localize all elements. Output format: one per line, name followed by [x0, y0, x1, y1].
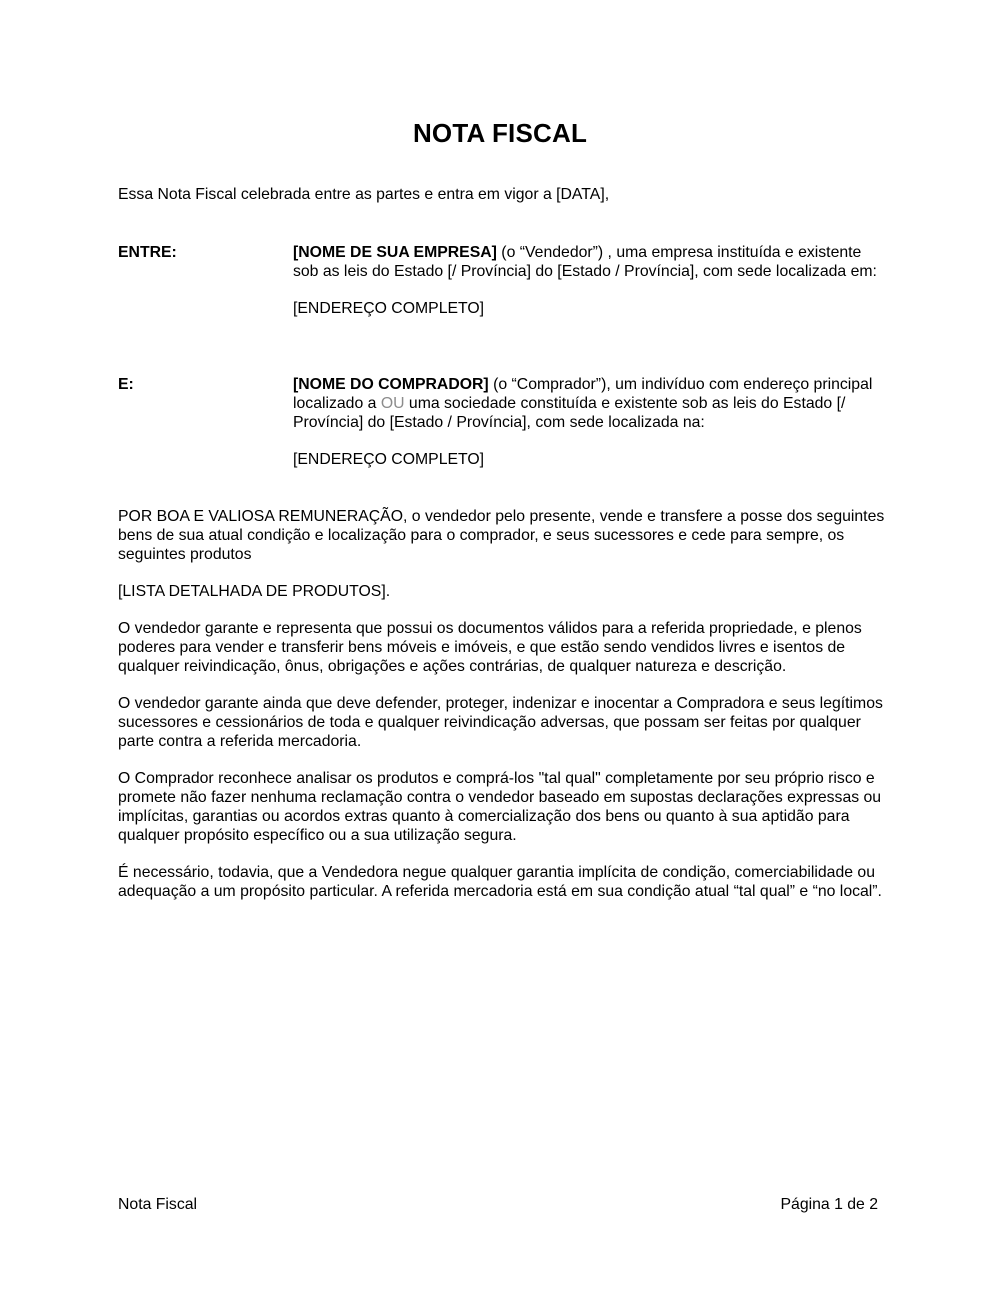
- seller-description: (o “Vendedor”) , uma empresa instituída e existente sob as leis do Estado [/ Província] do [Estado / Província], com sede localizada em:: [293, 244, 877, 280]
- buyer-or-word: OU: [380, 395, 405, 412]
- body-paragraph-product-list: [LISTA DETALHADA DE PRODUTOS].: [118, 583, 391, 600]
- body-paragraph-warranty: O vendedor garante e representa que possui os documentos válidos para a referida propriedade, e plenos poderes para vender e transferir bens móveis e imóveis, e que estão sendo vendidos livres e isentos de qualquer reivindicação, ônus, obrigações e ações contrárias, de qualquer natureza e descrição.: [118, 620, 862, 675]
- buyer-description-paragraph: [293, 375, 878, 432]
- document-title: NOTA FISCAL: [412, 118, 588, 148]
- intro-paragraph: Essa Nota Fiscal celebrada entre as partes e entra em vigor a [DATA],: [118, 186, 610, 203]
- body-paragraph-remuneration: POR BOA E VALIOSA REMUNERAÇÃO, o vendedor pelo presente, vende e transfere a posse dos seguintes bens de sua atual condição e localização para o comprador, e seus sucessores e cede para sempre, os seguintes produtos: [118, 508, 885, 563]
- buyer-block: [293, 375, 878, 469]
- seller-block: [293, 243, 878, 318]
- body-paragraph-as-is: O Comprador reconhece analisar os produtos e comprá-los "tal qual" completamente por seu próprio risco e promete não fazer nenhuma reclamação contra o vendedor baseado em supostas declarações expressas ou implícitas, garantias ou acordos extras quanto à comercialização dos bens ou quanto à sua aptidão para qualquer propósito específico ou a sua utilização segura.: [118, 770, 882, 844]
- buyer-address: [ENDEREÇO COMPLETO]: [293, 451, 485, 468]
- seller-label: ENTRE:: [118, 244, 177, 261]
- buyer-description-part2: uma sociedade constituída e existente sob as leis do Estado [/ Província] do [Estado / Província], com sede localizada na:: [293, 395, 846, 431]
- footer-page-number: Página 1 de 2: [780, 1196, 878, 1213]
- buyer-description-part1: (o “Comprador”), um indivíduo com endereço principal localizado a: [293, 376, 873, 412]
- buyer-name: [NOME DO COMPRADOR]: [293, 376, 489, 393]
- body-paragraph-indemnity: O vendedor garante ainda que deve defender, proteger, indenizar e inocentar a Compradora e seus legítimos sucessores e cessionários de toda e qualquer reivindicação adversas, que possam ser feitas por qualquer parte contra a referida mercadoria.: [118, 695, 883, 750]
- seller-address: [ENDEREÇO COMPLETO]: [293, 300, 485, 317]
- buyer-label: E:: [118, 376, 134, 393]
- seller-name: [NOME DE SUA EMPRESA]: [293, 244, 497, 261]
- body-paragraph-disclaimer: É necessário, todavia, que a Vendedora negue qualquer garantia implícita de condição, comerciabilidade ou adequação a um propósito particular. A referida mercadoria está em sua condição atual “tal qual” e “no local”.: [118, 864, 882, 900]
- body-section: [118, 507, 888, 919]
- footer-document-name: Nota Fiscal: [118, 1196, 198, 1213]
- seller-description-paragraph: [293, 243, 878, 281]
